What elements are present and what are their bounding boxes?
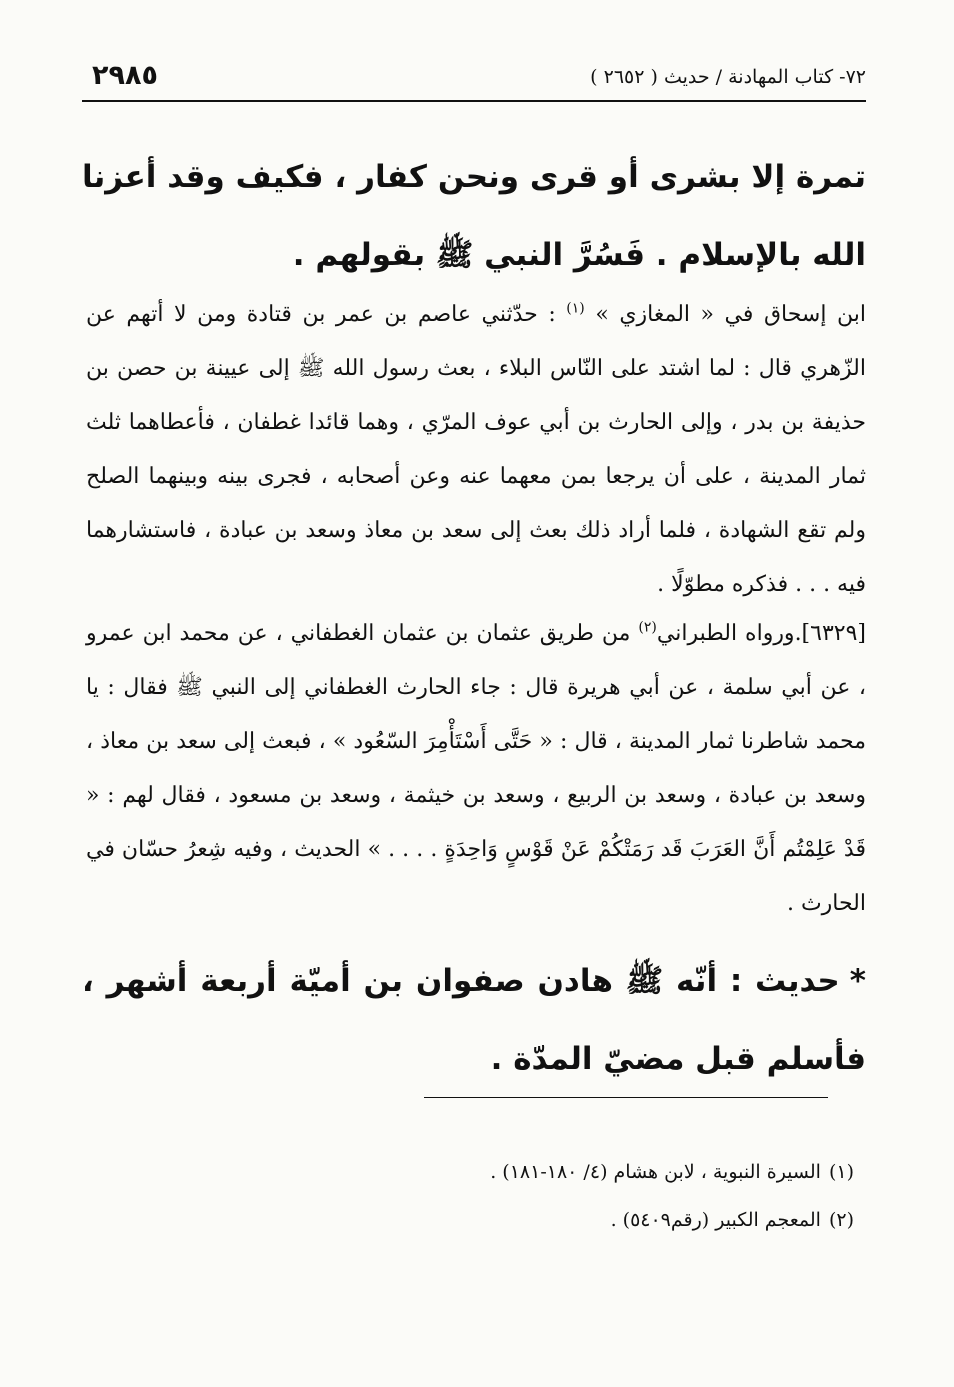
footnote-separator bbox=[424, 1097, 828, 1098]
footnote-number: (١) bbox=[828, 1161, 854, 1183]
para-1-lead: ابن إسحاق في « المغازي » bbox=[595, 302, 866, 327]
running-head: ٧٢- كتاب المهادنة / حديث ( ٢٦٥٢ ) bbox=[590, 66, 866, 88]
next-hadith-heading bbox=[82, 942, 866, 1098]
footnote-ref-2[interactable]: (٢) bbox=[638, 619, 657, 636]
footnote-text: السيرة النبوية ، لابن هشام (٤/ ١٨٠-١٨١) . bbox=[490, 1161, 821, 1183]
footnotes bbox=[354, 1148, 854, 1244]
footnote-text: المعجم الكبير (رقم٥٤٠٩) . bbox=[610, 1209, 821, 1231]
footnote-number: (٢) bbox=[828, 1209, 854, 1231]
commentary-paragraph-tabarani bbox=[86, 607, 866, 931]
commentary-paragraph-ibn-ishaq bbox=[86, 288, 866, 612]
footnote-ref-1[interactable]: (١) bbox=[566, 300, 585, 317]
hadith-text-continued: تمرة إلا بشرى أو قرى ونحن كفار ، فكيف وقد أعزنا الله بالإسلام . فَسُرَّ النبي ﷺ بقولهم . bbox=[82, 159, 866, 273]
hadith-reference-number: [٦٣٢٩]. bbox=[794, 621, 866, 646]
header-rule bbox=[82, 100, 866, 102]
para-2-body: من طريق عثمان بن عثمان الغطفاني ، عن محمد ابن عمرو ، عن أبي سلمة ، عن أبي هريرة قال : جاء الحارث الغطفاني إلى النبي ﷺ فقال : يا محمد شاطرنا ثمار المدينة ، قال : « حَتَّى أَسْتَأْمِرَ السّعُود » ، فبعث إلى سعد بن معاذ ، وسعد بن عبادة ، وسعد بن الربيع ، وسعد بن خيثمة ، وسعد بن مسعود ، فقال لهم : « قَدْ عَلِمْتُم أَنَّ العَرَبَ قَد رَمَتْكُمْ عَنْ قَوْسٍ وَاحِدَةٍ . . . . » الحديث ، وفيه شِعرُ حسّان في الحارث . bbox=[86, 621, 866, 916]
footnote-item bbox=[354, 1148, 854, 1196]
footnote-item bbox=[354, 1196, 854, 1244]
para-2-lead: ورواه الطبراني bbox=[656, 621, 795, 646]
para-1-body: : حدّثني عاصم بن عمر بن قتادة ومن لا أتهم عن الزّهري قال : لما اشتد على النّاس البلاء ، بعث رسول الله ﷺ إلى عيينة بن حصن بن حذيفة بن بدر ، وإلى الحارث بن أبي عوف المرّي ، وهما قائدا غطفان ، فأعطاهما ثلث ثمار المدينة ، على أن يرجعا بمن معهما عنه وعن أصحابه ، فجرى بينه وبينهما الصلح ولم تقع الشهادة ، فلما أراد ذلك بعث إلى سعد بن معاذ وسعد بن عبادة ، فاستشارهما فيه . . . فذكره مطوّلًا . bbox=[86, 302, 866, 597]
page-header bbox=[82, 58, 866, 102]
asterisk-marker: * bbox=[849, 963, 866, 999]
page-number: ٢٩٨٥ bbox=[92, 60, 158, 91]
next-hadith-text: حديث : أنّه ﷺ هادن صفوان بن أميّة أربعة أشهر ، فأسلم قبل مضيّ المدّة . bbox=[82, 963, 866, 1077]
